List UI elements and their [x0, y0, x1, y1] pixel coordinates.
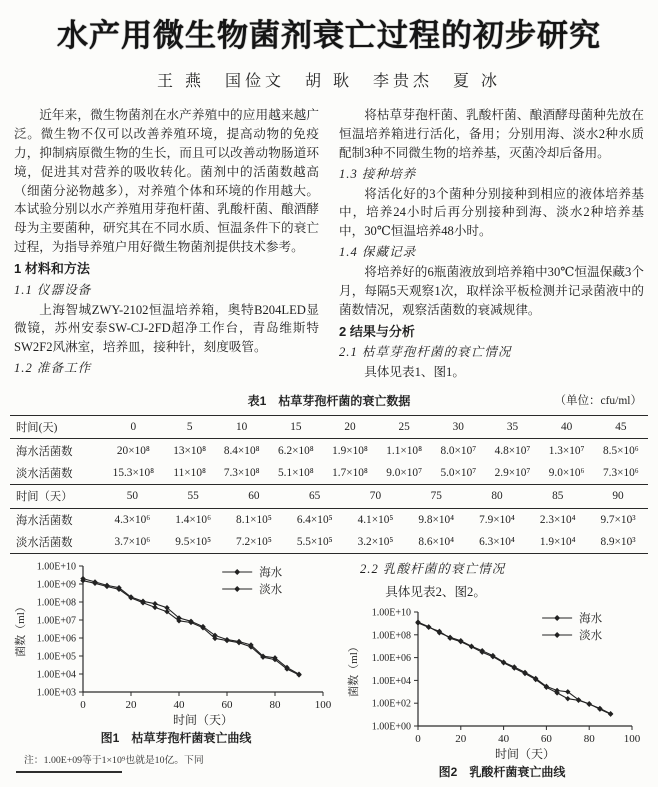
body-columns: [0, 106, 658, 382]
data-cell: 11×10⁸: [173, 467, 206, 480]
section-2-1-heading: 2.1 枯草芽孢杆菌的衰亡情况: [339, 345, 512, 360]
data-cell: 3.7×10⁶: [114, 536, 151, 549]
left-column: [14, 106, 319, 382]
marker-diamond: [152, 605, 157, 610]
header-cell: 5: [186, 421, 193, 434]
data-cell: 6.2×10⁸: [277, 444, 314, 457]
data-cell: 7.9×10⁴: [479, 513, 515, 526]
data-cell: 9.8×10⁴: [418, 513, 455, 526]
table-header-row: [10, 416, 648, 439]
section-1-1-heading: 1.1 仪器设备: [14, 282, 92, 297]
header-label: 时间（天）: [16, 491, 73, 504]
x-tick-label: 80: [583, 733, 595, 746]
figure1-caption: 图1 枯草芽孢杆菌衰亡曲线: [100, 731, 252, 746]
header-cell: 0: [130, 421, 137, 434]
data-cell: 5.0×10⁷: [440, 467, 477, 480]
section-1-heading: 1 材料和方法: [14, 261, 90, 277]
header-cell: 75: [430, 490, 442, 503]
data-cell: 7.2×10⁵: [236, 536, 272, 549]
header-cell: 20: [344, 421, 356, 434]
y-tick-label: 1.00E+02: [371, 699, 411, 711]
figure2-chart: [346, 602, 658, 762]
data-cell: 13×10⁸: [173, 444, 207, 457]
section-2-heading: 2 结果与分析: [339, 323, 415, 339]
table1-part1: [10, 415, 648, 484]
header-cell: 90: [612, 490, 624, 503]
data-cell: 5.5×10⁵: [296, 536, 333, 549]
header-cell: 35: [506, 421, 519, 434]
data-cell: 6.4×10⁵: [296, 513, 333, 526]
header-cell: 30: [452, 421, 464, 434]
section-1-3-heading: 1.3 接种培养: [339, 166, 417, 181]
figure2-block: [346, 556, 658, 780]
data-cell: 7.3×10⁶: [602, 467, 639, 480]
data-cell: 4.1×10⁵: [357, 513, 394, 526]
x-tick-label: 40: [173, 699, 185, 712]
data-cell: 9.0×10⁶: [548, 467, 585, 480]
data-cell: 8.1×10⁵: [236, 513, 272, 526]
y-axis-title: 菌数（ml）: [348, 641, 360, 698]
data-cell: 1.9×10⁸: [332, 444, 368, 457]
footnote-divider: [16, 771, 122, 773]
y-tick-label: 1.00E+05: [36, 651, 76, 663]
figure1-block: [6, 556, 346, 780]
y-tick-label: 1.00E+00: [371, 721, 411, 733]
x-tick-label: 80: [269, 699, 281, 712]
storage-paragraph: 将培养好的6瓶菌液放到培养箱中30℃恒温保藏3个月，每隔5天观察1次，取样涂平板检测并记录菌液中的菌数情况，观察活菌数的衰减规律。: [339, 265, 644, 317]
y-tick-label: 1.00E+09: [36, 579, 76, 591]
data-cell: 4.8×10⁷: [494, 444, 531, 457]
data-cell: 4.3×10⁶: [114, 513, 151, 526]
header-cell: 45: [615, 421, 627, 434]
row-label: 淡水活菌数: [16, 537, 73, 550]
section-1-4-heading: 1.4 保藏记录: [339, 245, 417, 260]
marker-diamond: [415, 621, 420, 626]
table1-unit: （单位：cfu/ml）: [554, 395, 642, 408]
table1-part2: [10, 484, 648, 554]
data-cell: 1.7×10⁸: [332, 467, 368, 480]
data-cell: 2.9×10⁷: [494, 467, 531, 480]
legend-label: 海水: [259, 567, 283, 580]
authors-line: 王 燕 国俭文 胡 耿 李贵杰 夏 冰: [156, 73, 501, 90]
data-cell: 7.3×10⁸: [223, 467, 260, 480]
x-axis-title: 时间（天）: [494, 747, 556, 762]
data-cell: 9.5×10⁵: [175, 536, 212, 549]
paper-title: 水产用微生物菌剂衰亡过程的初步研究: [57, 18, 601, 53]
data-cell: 8.0×10⁷: [440, 444, 477, 457]
figures-row: [0, 556, 658, 780]
x-tick-label: 100: [623, 733, 641, 746]
right-column: [339, 106, 644, 382]
data-cell: 1.3×10⁷: [548, 444, 585, 457]
x-tick-label: 40: [498, 733, 510, 746]
equipment-paragraph: 上海智城ZWY-2102恒温培养箱，奥特B204LED显微镜，苏州安泰SW-CJ-2FD超净工作台，青岛维斯特SW2F2风淋室，培养皿，接种针，刻度吸管。: [14, 302, 319, 355]
table-row: [10, 531, 648, 554]
table-header-row: [10, 485, 648, 508]
see-table1-text: 具体见表1、图1。: [364, 365, 465, 380]
marker-diamond: [565, 696, 570, 701]
legend-marker: [554, 632, 560, 638]
y-tick-label: 1.00E+10: [36, 561, 76, 573]
y-tick-label: 1.00E+04: [371, 676, 411, 688]
x-tick-label: 60: [540, 733, 552, 746]
row-label: 海水活菌数: [16, 514, 73, 527]
figure2-caption: 图2 乳酸杆菌衰亡曲线: [438, 765, 566, 780]
data-cell: 1.9×10⁴: [539, 536, 576, 549]
data-cell: 8.4×10⁸: [223, 444, 260, 457]
table-row: [10, 508, 648, 531]
data-cell: 2.3×10⁴: [539, 513, 576, 526]
section-1-2-heading: 1.2 准备工作: [14, 361, 92, 376]
legend-marker: [234, 569, 240, 575]
header-cell: 50: [126, 490, 139, 503]
intro-paragraph: 近年来，微生物菌剂在水产养殖中的应用越来越广泛。微生物不仅可以改善养殖环境，提高动物的免疫力，抑制病原微生物的生长，而且可以改善动物肠道环境，促进其对营养的吸收转化。菌剂中的活菌数越高（细菌分泌物越多），对养殖个体和环境的作用越大。本试验分别以水产养殖用芽孢杆菌、乳酸杆菌、酿酒酵母为主要菌种，研究其在不同水质、恒温条件下的衰亡过程，为指导养殖户用好微生物菌剂提供技术参考。: [14, 108, 319, 255]
legend-label: 淡水: [579, 630, 603, 643]
inoculation-paragraph: 将活化好的3个菌种分别接种到相应的液体培养基中，培养24小时后再分别接种到海、淡水2种培养基中，30℃恒温培养48小时。: [339, 186, 644, 239]
data-cell: 9.0×10⁷: [386, 467, 423, 480]
x-tick-label: 60: [221, 699, 233, 712]
header-cell: 80: [491, 490, 503, 503]
table-row: [10, 462, 648, 484]
header-cell: 65: [309, 490, 321, 503]
y-tick-label: 1.00E+08: [36, 597, 76, 609]
header-cell: 15: [290, 421, 302, 434]
figure1-chart: [13, 556, 339, 728]
x-tick-label: 0: [80, 699, 86, 712]
header-cell: 60: [248, 490, 260, 503]
row-label: 淡水活菌数: [16, 468, 73, 481]
x-axis-title: 时间（天）: [172, 713, 234, 728]
data-cell: 3.2×10⁵: [357, 536, 394, 549]
y-tick-label: 1.00E+03: [36, 687, 76, 699]
y-tick-label: 1.00E+10: [371, 607, 411, 619]
header-label: 时间(天): [16, 422, 58, 435]
data-cell: 8.6×10⁴: [418, 536, 455, 549]
x-tick-label: 20: [125, 699, 137, 712]
section-2-2-heading: 2.2 乳酸杆菌的衰亡情况: [360, 562, 506, 577]
table1-wrap: [10, 415, 648, 554]
y-tick-label: 1.00E+08: [371, 630, 411, 642]
y-axis-title: 菌数（ml）: [15, 601, 27, 658]
data-cell: 6.3×10⁴: [479, 536, 515, 549]
header-cell: 10: [236, 421, 248, 434]
figure1-note: 注：1.00E+09等于1×10⁹也就是10亿。下同: [24, 755, 204, 767]
legend-marker: [234, 586, 240, 592]
data-cell: 1.1×10⁸: [386, 444, 423, 457]
y-tick-label: 1.00E+06: [36, 633, 76, 645]
data-cell: 15.3×10⁸: [112, 467, 155, 480]
legend-marker: [554, 615, 560, 621]
data-cell: 8.5×10⁶: [602, 444, 639, 457]
x-tick-label: 100: [314, 699, 332, 712]
x-tick-label: 0: [415, 733, 421, 746]
x-tick-label: 20: [455, 733, 467, 746]
row-label: 海水活菌数: [16, 445, 73, 458]
header-cell: 85: [552, 490, 564, 503]
header-cell: 70: [369, 490, 382, 503]
table-row: [10, 439, 648, 462]
data-cell: 1.4×10⁶: [175, 513, 212, 526]
see-table2-text: 具体见表2、图2。: [385, 585, 486, 600]
data-cell: 5.1×10⁸: [277, 467, 314, 480]
y-tick-label: 1.00E+07: [36, 615, 76, 627]
header-cell: 40: [560, 421, 573, 434]
legend-label: 海水: [579, 613, 603, 626]
data-cell: 9.7×10³: [600, 513, 636, 526]
y-tick-label: 1.00E+04: [36, 669, 76, 681]
data-cell: 20×10⁸: [116, 444, 150, 457]
data-cell: 8.9×10³: [600, 536, 636, 549]
table1-caption: 表1 枯草芽孢杆菌的衰亡数据: [247, 394, 411, 409]
header-cell: 25: [398, 421, 410, 434]
header-cell: 55: [187, 490, 199, 503]
y-tick-label: 1.00E+06: [371, 653, 411, 665]
legend-label: 淡水: [259, 584, 283, 597]
table1-caption-row: [14, 392, 644, 409]
preparation-paragraph: 将枯草芽孢杆菌、乳酸杆菌、酿酒酵母菌种先放在恒温培养箱进行活化，备用；分别用海、淡水2种水质配制3种不同微生物的培养基，灭菌冷却后备用。: [339, 108, 644, 160]
